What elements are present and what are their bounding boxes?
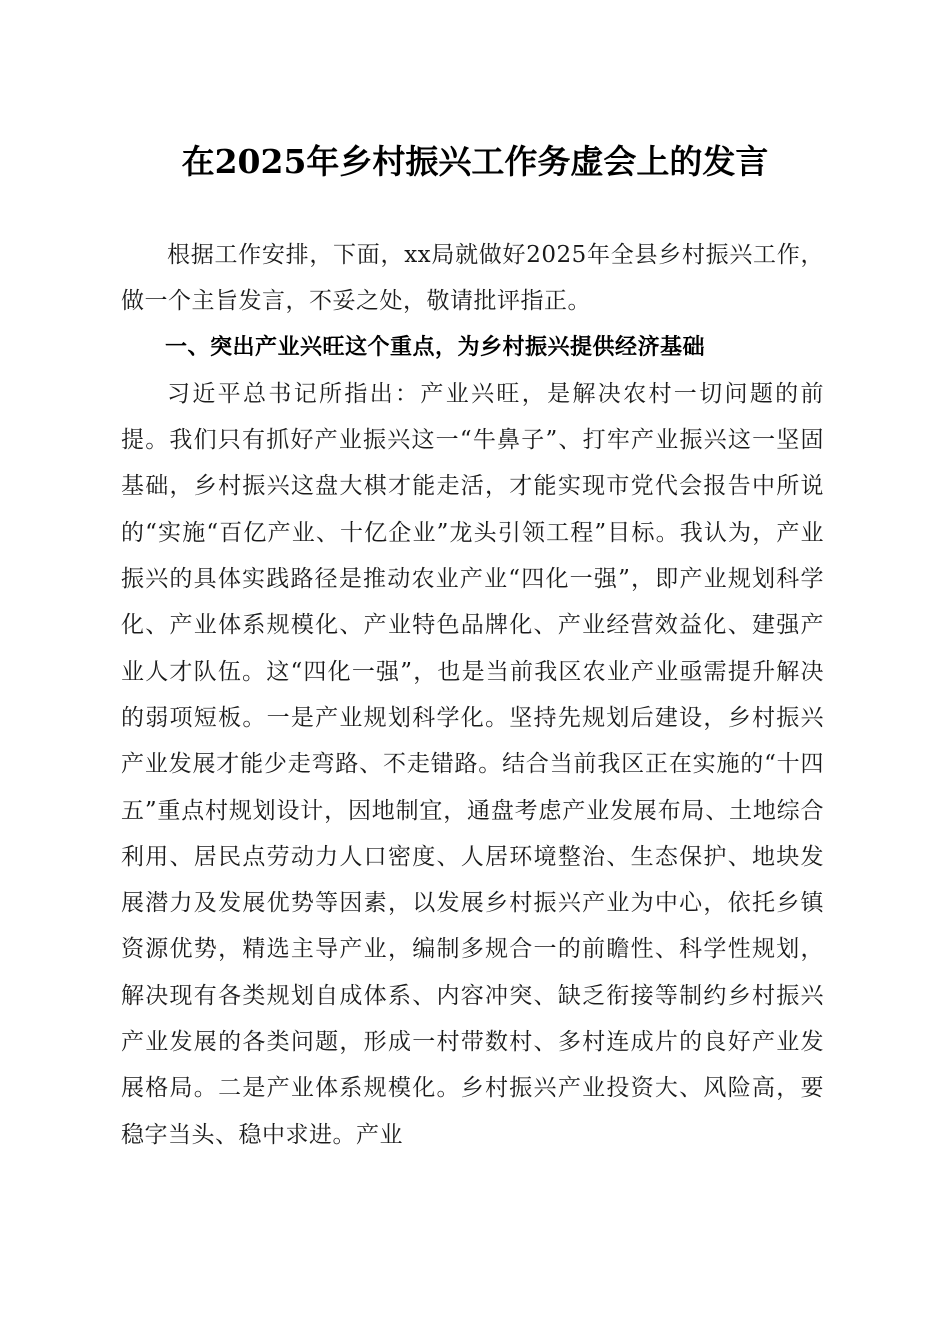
document-title: 在2025年乡村振兴工作务虚会上的发言 <box>181 142 769 181</box>
section-1-paragraph: 习近平总书记所指出：产业兴旺，是解决农村一切问题的前提。我们只有抓好产业振兴这一“牛鼻子”、打牢产业振兴这一坚固基础，乡村振兴这盘大棋才能走活，才能实现市党代会报告中所说的“实施“百亿产业、十亿企业”龙头引领工程”目标。我认为，产业振兴的具体实践路径是推动农业产业“四化一强”，即产业规划科学化、产业体系规模化、产业特色品牌化、产业经营效益化、建强产业人才队伍。这“四化一强”，也是当前我区农业产业亟需提升解决的弱项短板。一是产业规划科学化。坚持先规划后建设，乡村振兴产业发展才能少走弯路、不走错路。结合当前我区正在实施的“十四五”重点村规划设计，因地制宜，通盘考虑产业发展布局、土地综合利用、居民点劳动力人口密度、人居环境整治、生态保护、地块发展潜力及发展优势等因素，以发展乡村振兴产业为中心，依托乡镇资源优势，精选主导产业，编制多规合一的前瞻性、科学性规划，解决现有各类规划自成体系、内容冲突、缺乏衔接等制约乡村振兴产业发展的各类问题，形成一村带数村、多村连成片的良好产业发展格局。二是产业体系规模化。乡村振兴产业投资大、风险高，要稳字当头、稳中求进。产业 <box>121 380 824 1148</box>
document-body <box>121 232 824 1158</box>
section-heading-1: 一、突出产业兴旺这个重点，为乡村振兴提供经济基础 <box>165 334 706 360</box>
intro-paragraph: 根据工作安排，下面，xx局就做好2025年全县乡村振兴工作，做一个主旨发言，不妥之处，敬请批评指正。 <box>121 242 824 315</box>
